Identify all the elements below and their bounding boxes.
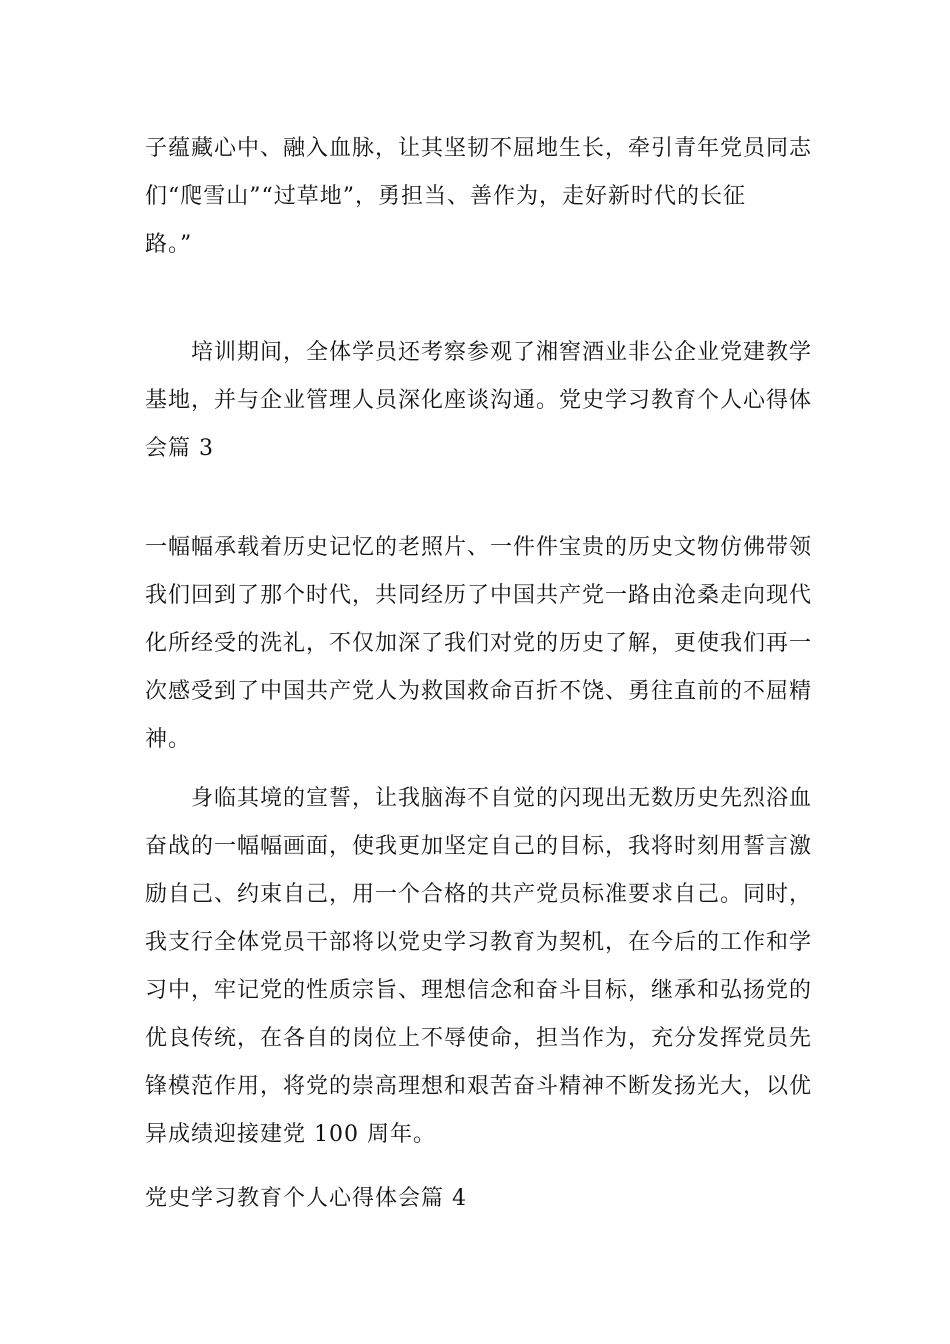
paragraph-line: 我支行全体党员干部将以党史学习教育为契机，在今后的工作和学 [145, 930, 813, 955]
paragraph-line: 化所经受的洗礼，不仅加深了我们对党的历史了解，更使我们再一 [145, 631, 813, 656]
paragraph-line: 一幅幅承载着历史记忆的老照片、一件件宝贵的历史文物仿佛带领 [145, 535, 813, 560]
paragraph-line: 励自己、约束自己，用一个合格的共产党员标准要求自己。同时， [145, 882, 813, 907]
section-heading-4 [145, 1175, 807, 1223]
paragraph-line: 优良传统，在各自的岗位上不辱使命，担当作为，充分发挥党员先 [145, 1026, 813, 1051]
paragraph-line: 锋模范作用，将党的崇高理想和艰苦奋斗精神不断发扬光大，以优 [145, 1074, 813, 1099]
paragraph-line: 异成绩迎接建党 100 周年。 [145, 1122, 436, 1147]
paragraph-1 [145, 125, 813, 269]
paragraph-line: 们“爬雪山”“过草地”，勇担当、善作为，走好新时代的长征 [145, 184, 746, 209]
paragraph-line: 子蕴藏心中、融入血脉，让其坚韧不屈地生长，牵引青年党员同志 [145, 136, 813, 161]
paragraph-line: 次感受到了中国共产党人为救国救命百折不饶、勇往直前的不屈精 [145, 679, 813, 704]
paragraph-line: 会篇 3 [145, 436, 214, 461]
paragraph-line: 基地，并与企业管理人员深化座谈沟通。党史学习教育个人心得体 [145, 388, 813, 413]
paragraph-line: 奋战的一幅幅画面，使我更加坚定自己的目标，我将时刻用誓言激 [145, 834, 813, 859]
paragraph-3 [145, 524, 813, 764]
paragraph-2 [145, 329, 813, 473]
paragraph-line: 培训期间，全体学员还考察参观了湘窖酒业非公企业党建教学 [191, 340, 813, 365]
paragraph-line: 身临其境的宣誓，让我脑海不自觉的闪现出无数历史先烈浴血 [191, 786, 813, 811]
paragraph-line: 路。” [145, 232, 193, 257]
paragraph-line: 我们回到了那个时代，共同经历了中国共产党一路由沧桑走向现代 [145, 583, 813, 608]
paragraph-line: 神。 [145, 727, 192, 752]
paragraph-4 [145, 775, 813, 1159]
paragraph-line: 习中，牢记党的性质宗旨、理想信念和奋斗目标，继承和弘扬党的 [145, 978, 813, 1003]
heading-text: 党史学习教育个人心得体会篇 4 [145, 1186, 467, 1211]
